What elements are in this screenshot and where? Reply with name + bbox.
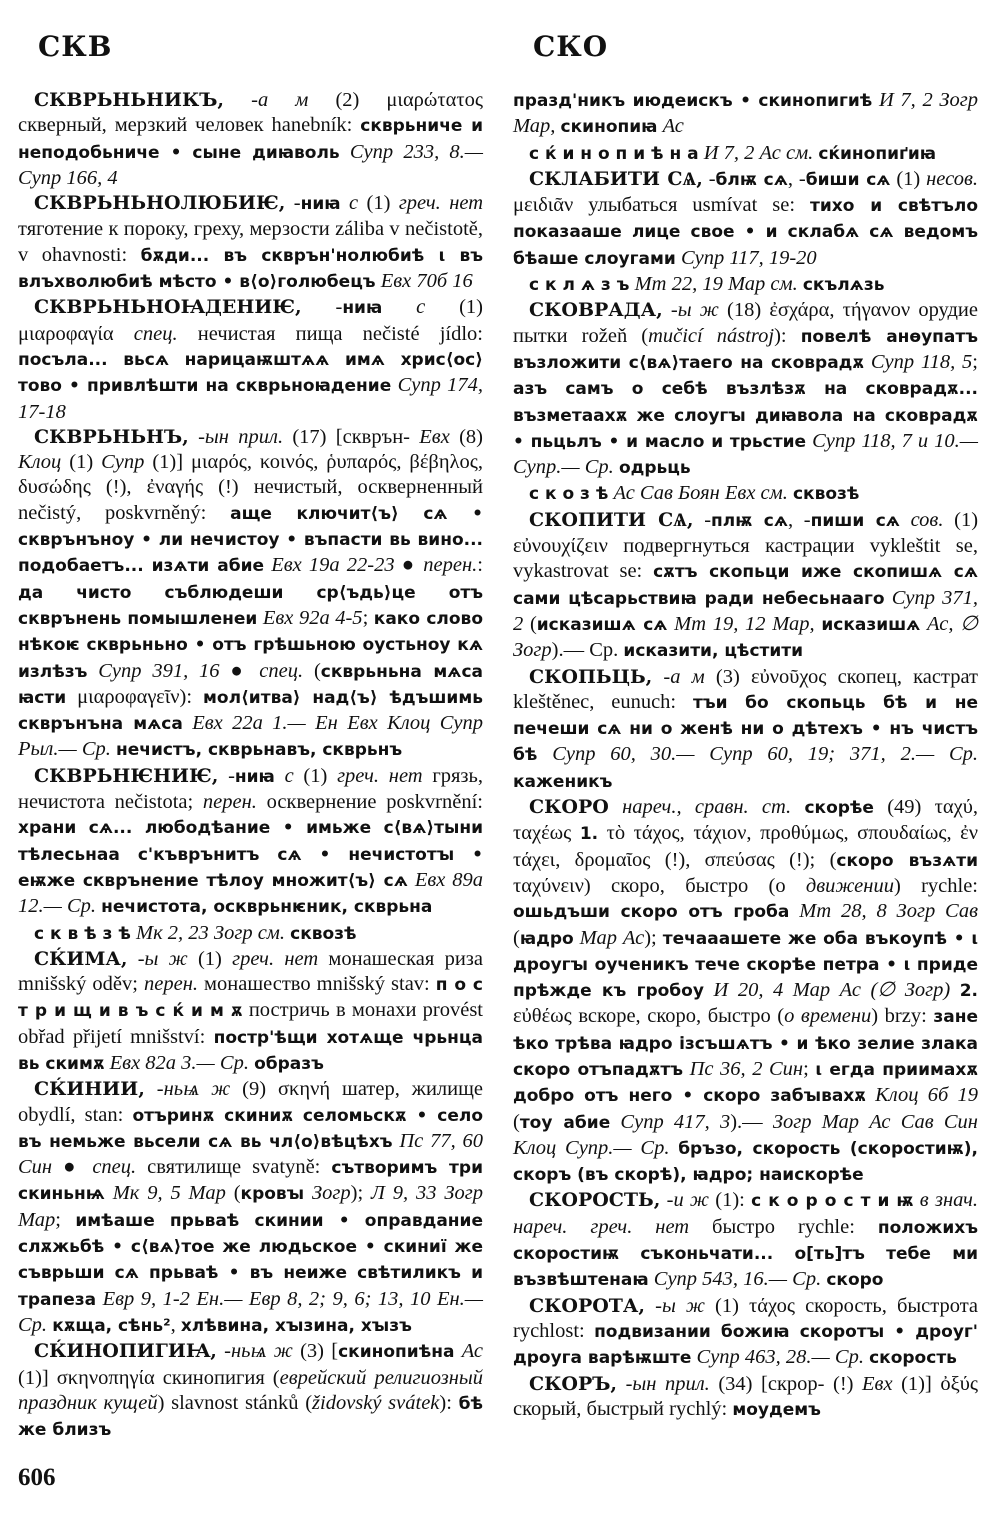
left-column [18, 88, 483, 1443]
dictionary-entry: СКВРЬНЬНЪ, -ын прил. (17) [скврън- Евх (8) Клоц (1) Супр (1)] μιαρός, κοινός, ῥυπαρός, βέβηλος, δυσώδης (!), ἐναγής (!) нечистый, оскверненный nečistý, poskvrněný: аще ключит⟨ъ⟩ сѧ • скврънъноу • ли нечистоу • въпасти вь вино... подобаетъ... изѧти абие Евх 19а 22-23 ● перен.: да чисто съблюдеши ср⟨ъдь⟩це отъ скврънень помышленеи Евх 92а 4-5; како слово нѣкоѥ скврьньно • отъ грѣшьною оустьноу кѧ излѣзъ Супр 391, 16 ● спец. (скврьньна мѧса ꙗсти μιαροφαγεῖν): мол⟨итва⟩ над⟨ъ⟩ ѣдъшимь скврънъна мѧса Евх 22а 1.— Ен Евх Клоц Супр Рыл.— Ср. нечистъ, скврьнавъ, скврьнъ [18, 425, 484, 761]
dictionary-entry: с к в ѣ з ѣ Мк 2, 23 Зогр см. сквозѣ [34, 921, 357, 944]
dictionary-entry: СКОПИТИ СѦ, -плѭ сѧ, -пиши сѧ сов. (1) εὐνουχίζειν подвергнуться кастрации vykleštit se, vykastrovat se: сѫтъ скопьци иже скопишѧ сѧ сами цѣсарьствиꙗ ради небесьнааго Супр 371, 2 (исказишѧ сѧ Мт 19, 12 Мар, исказишѧ Ас, ∅ Зогр).— Ср. исказити, цѣстити [513, 508, 979, 662]
dictionary-entry: СКВРЬНЬНОЛЮБИѤ, -ниꙗ с (1) греч. нет тяготение к пороку, греху, мерзости záliba v nečistotě, v ohavnosti: бѫди... въ скврън'нолюбиѣ ι въ влъхволюбиѣ мѣсто • в⟨о⟩голюбецъ Евх 70б 16 [18, 192, 484, 293]
dictionary-entry: СКЛАБИТИ СѦ, -блѭ сѧ, -биши сѧ (1) несов. μειδιᾶν улыбаться usmívat se: тихо и свѣтъло показааше лице свое • и склабѧ сѧ ведомъ бѣаше слоугами Супр 117, 19-20 [513, 167, 979, 269]
dictionary-entry: СЌИНОПИГИꙖ, -ньѩ ж (3) [скинопиѣна Ас (1)] σκηνοπηγία скинопигия (еврейский религиозный праздник кущей) slavnost stánků (židovský svátek): бѣ же близъ [18, 1340, 484, 1441]
dictionary-entry: СКОВРАДА, -ы ж (18) ἐσχάρα, τήγανον орудие пытки rožeň (mučicí nástroj): повелѣ анѳупатъ възложити с⟨вѧ⟩таего на сковрадѫ Супр 118, 5; азъ самъ о себѣ възлѣзѫ на сковрадѫ... възметаахѫ же слоугꙑ диꙗвола на сковрадѫ • пьцьлъ • и масло и трьстие Супр 118, 7 и 10.— Супр.— Ср. одрьць [513, 299, 979, 479]
dictionary-entry: СКОРО нареч., сравн. ст. скорѣе (49) ταχύ, ταχέως 1. τὸ τάχος, τάχιον, προθύμως, σπουδαίως, ἐν τάχει, δρομαῖος (!), σπεύσας (!); (скоро възѧти ταχύνειν) скоро, быстро (о движении) rychle: ошьдъши скоро отъ гроба Мт 28, 8 Зогр Сав (ꙗдро Мар Ас); течааашете же оба въкоупѣ • ι дроугꙑ оученикъ тече скорѣе петра • ι приде прѣжде къ гробоу И 20, 4 Мар Ас (∅ Зогр) 2. εὐθέως вскоре, скоро, быстро (о времени) brzy: зане ѣко трѣва ꙗдро ізсъшѧтъ • и ѣко зелие злака скоро отъпадѫтъ Пс 36, 2 Син; ι егда приимахѫ добро отъ него • скоро забꙑвахѫ Клоц 6б 19 (тоу абие Супр 417, 3).— Зогр Мар Ас Сав Син Клоц Супр.— Ср. бръзо, скорость (скоростиѭ), скоръ (въ скорѣ), ꙗдро; наискорѣе [513, 796, 979, 1186]
running-head-left: СКВ [38, 30, 113, 63]
dictionary-entry: СЌИМА, -ы ж (1) греч. нет монашеская риза mnišský oděv; перен. монашество mnišský stav: п о с т р и щ и в ъ с ќ и м ѫ постричь в монахи provést obřad přijetí mnišství: постр'ѣщи хотѧще чрьнца вь скимѫ Евх 82а 3.— Ср. образъ [18, 947, 483, 1074]
dictionary-entry: СКОПЬЦЬ, -а м (3) εὐνοῦχος скопец, кастрат kleštěnec, eunuch: тъи бо скопьць бѣ и не печеши сѧ ни о женѣ ни о дѣтехъ • нъ чистъ бѣ Супр 60, 30.— Супр 60, 19; 371, 2.— Ср. каженикъ [513, 665, 979, 792]
dictionary-entry: СКОРЪ, -ын прил. (34) [скрор- (!) Евх (1)] ὀξύς скорый, быстрый rychlý: моудемъ [513, 1372, 979, 1420]
dictionary-entry: СЌИНИИ, -ньѩ ж (9) σκηνή шатер, жилище obydlí, stan: отъринѫ скиниѫ селомьскѫ • село въ немьже вьсели сѧ вь чл⟨о⟩вѣцѣхъ Пс 77, 60 Син ● спец. святилище svatyně: сътворимъ три скиньнѩ Мк 9, 5 Мар (кровꙑ Зогр); Л 9, 33 Зогр Мар; имѣаше прьваѣ скинии • оправдание слѫжьбѣ • с⟨вѧ⟩тое же людьское • скиниї же съврьши сѧ прьваѣ • въ неиже свѣтиликъ и трапеза Евр 9, 1-2 Ен.— Евр 8, 2; 9, 6; 13, 10 Ен.— Ср. кѫща, сѣнь², хлѣвина, хꙑзина, хꙑзъ [18, 1078, 484, 1336]
dictionary-entry: СКОРОСТЬ, -и ж (1): с к о р о с т и ѭ в знач. нареч. греч. нет быстро rychle: положихъ скоростиѭ съконьчати... о[ть]тъ тебе ми възвѣштенаꙗ Супр 543, 16.— Ср. скоро [513, 1189, 978, 1291]
dictionary-entry: СКВРЬНЬНОꙖДЕНИѤ, -ниꙗ с (1) μιαροφαγία спец. нечистая пища nečisté jídlo: посъла... вьсѧ нарицаѭштѧѧ имѧ хрис⟨ос⟩тово • привлѣшти на скврьноꙗдение Супр 174, 17-18 [18, 296, 484, 423]
running-head-right: СКО [533, 30, 609, 63]
page-number: 606 [18, 1464, 56, 1491]
dictionary-entry: СКВРЬНѤНИѤ, -ниꙗ с (1) греч. нет грязь, нечистота nečistota; перен. осквернение poskvrnění: храни сѧ... любодѣание • имьже с⟨вѧ⟩тыни тѣлесьнаа с'къврънитъ сѧ • нечистотꙑ • еѭже скврънение тѣлоу множит⟨ъ⟩ сѧ Евх 89а 12.— Ср. нечистота, оскврьнѥник, скврьна [18, 764, 484, 918]
dictionary-entry: с к л ѧ з ъ Мт 22, 19 Мар см. скълѧзь [529, 273, 885, 296]
right-column [513, 88, 978, 1423]
dictionary-entry: с к о з ѣ Ас Сав Боян Евх см. сквозѣ [529, 482, 860, 505]
dictionary-entry: с ќ и н о п и ѣ н а И 7, 2 Ас см. сќинопиґиꙗ [529, 141, 937, 164]
dictionary-entry: СКОРОТА, -ы ж (1) τάχος скорость, быстрота rychlost: подвизании божиꙗ скоротꙑ • дроуг' дроуга варѣѭште Супр 463, 28.— Ср. скорость [513, 1294, 979, 1369]
dictionary-entry: СКВРЬНЬНИКЪ, -а м (2) μιαρώτατος скверный, мерзкий человек hanebník: скврьниче и неподобьниче • сыне диꙗволь Супр 233, 8.— Супр 166, 4 [18, 89, 483, 189]
dictionary-entry: празд'никъ июдеискъ • скинопигиѣ И 7, 2 Зогр Мар, скинопиꙗ Ас [513, 89, 978, 138]
